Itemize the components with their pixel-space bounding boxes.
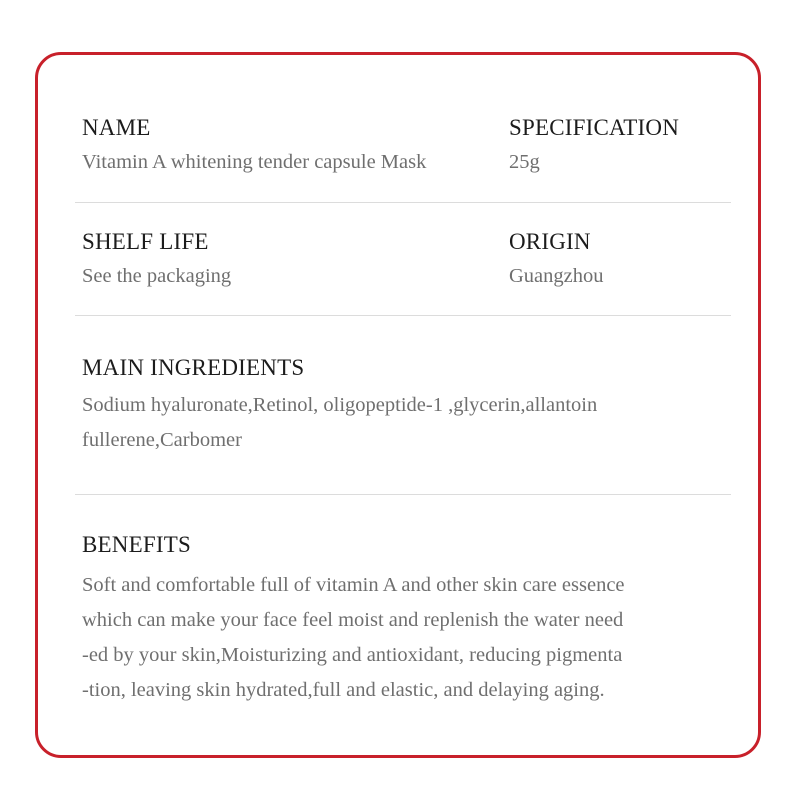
benefits-text <box>82 568 625 708</box>
main-ingredients-text <box>82 388 597 458</box>
origin-heading: ORIGIN <box>509 229 591 254</box>
name-value: Vitamin A whitening tender capsule Mask <box>82 151 427 173</box>
specification-heading: SPECIFICATION <box>509 115 680 140</box>
ingredients-line: Sodium hyaluronate,Retinol, oligopeptide-1 ,glycerin,allantoin <box>82 394 598 416</box>
benefits-heading: BENEFITS <box>82 532 191 557</box>
benefits-line: Soft and comfortable full of vitamin A and other skin care essence <box>82 574 625 596</box>
name-heading: NAME <box>82 115 151 140</box>
shelf-life-heading: SHELF LIFE <box>82 229 209 254</box>
benefits-line: -ed by your skin,Moisturizing and antioxidant, reducing pigmenta <box>82 644 623 666</box>
divider <box>75 315 731 316</box>
origin-value: Guangzhou <box>509 265 604 287</box>
benefits-line: which can make your face feel moist and replenish the water need <box>82 609 624 631</box>
main-ingredients-heading: MAIN INGREDIENTS <box>82 355 305 380</box>
specification-value: 25g <box>509 151 540 173</box>
product-info-card <box>35 52 761 758</box>
shelf-life-value: See the packaging <box>82 265 232 287</box>
benefits-line: -tion, leaving skin hydrated,full and elastic, and delaying aging. <box>82 679 605 701</box>
divider <box>75 202 731 203</box>
divider <box>75 494 731 495</box>
ingredients-line: fullerene,Carbomer <box>82 429 242 451</box>
